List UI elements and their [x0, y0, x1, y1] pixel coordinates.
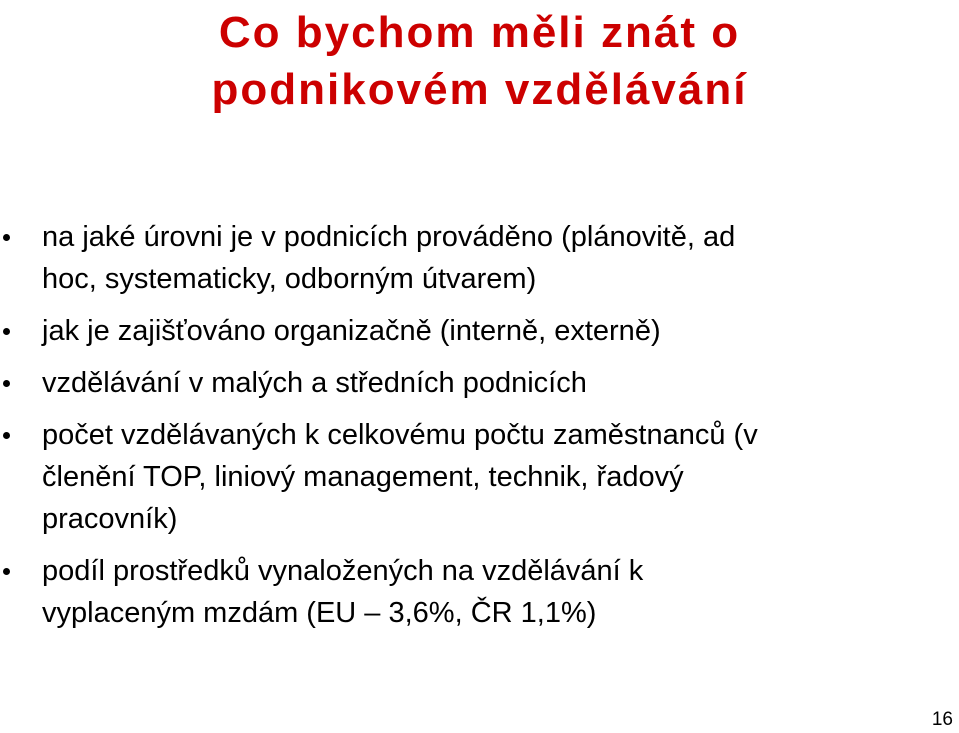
bullet-text-line: hoc, systematicky, odborným útvarem): [42, 263, 537, 295]
bullet-text-line: pracovník): [42, 503, 178, 535]
bullet-item: [0, 550, 959, 634]
bullet-text-line: vyplaceným mzdám (EU – 3,6%, ČR 1,1%): [42, 597, 597, 629]
page-number: 16: [931, 709, 953, 730]
bullet-text-line: na jaké úrovni je v podnicích prováděno (plánovitě, ad: [42, 221, 736, 253]
bullet-text-line: vzdělávání v malých a středních podnicích: [42, 367, 587, 399]
bullet-dot-icon: [3, 432, 10, 439]
bullet-text: [42, 362, 951, 404]
bullet-text-line: členění TOP, liniový management, technik, řadový: [42, 461, 684, 493]
bullet-dot-icon: [3, 380, 10, 387]
slide-title-line-1: Co bychom měli znát o: [218, 8, 741, 57]
bullet-list: [0, 216, 959, 644]
bullet-dot-icon: [3, 234, 10, 241]
bullet-text-line: jak je zajišťováno organizačně (interně, externě): [42, 315, 661, 347]
bullet-item: [0, 216, 959, 300]
bullet-text-line: počet vzdělávaných k celkovému počtu zaměstnanců (v: [42, 419, 758, 451]
slide-title-line-2: podnikovém vzdělávání: [211, 65, 748, 114]
bullet-dot-icon: [3, 568, 10, 575]
bullet-text: [42, 414, 951, 540]
bullet-text-line: podíl prostředků vynaložených na vzdělávání k: [42, 555, 644, 587]
bullet-text: [42, 310, 951, 352]
slide-title: [0, 4, 959, 118]
bullet-dot-icon: [3, 328, 10, 335]
bullet-text: [42, 216, 951, 300]
bullet-item: [0, 310, 959, 352]
bullet-item: [0, 414, 959, 540]
bullet-item: [0, 362, 959, 404]
bullet-text: [42, 550, 951, 634]
